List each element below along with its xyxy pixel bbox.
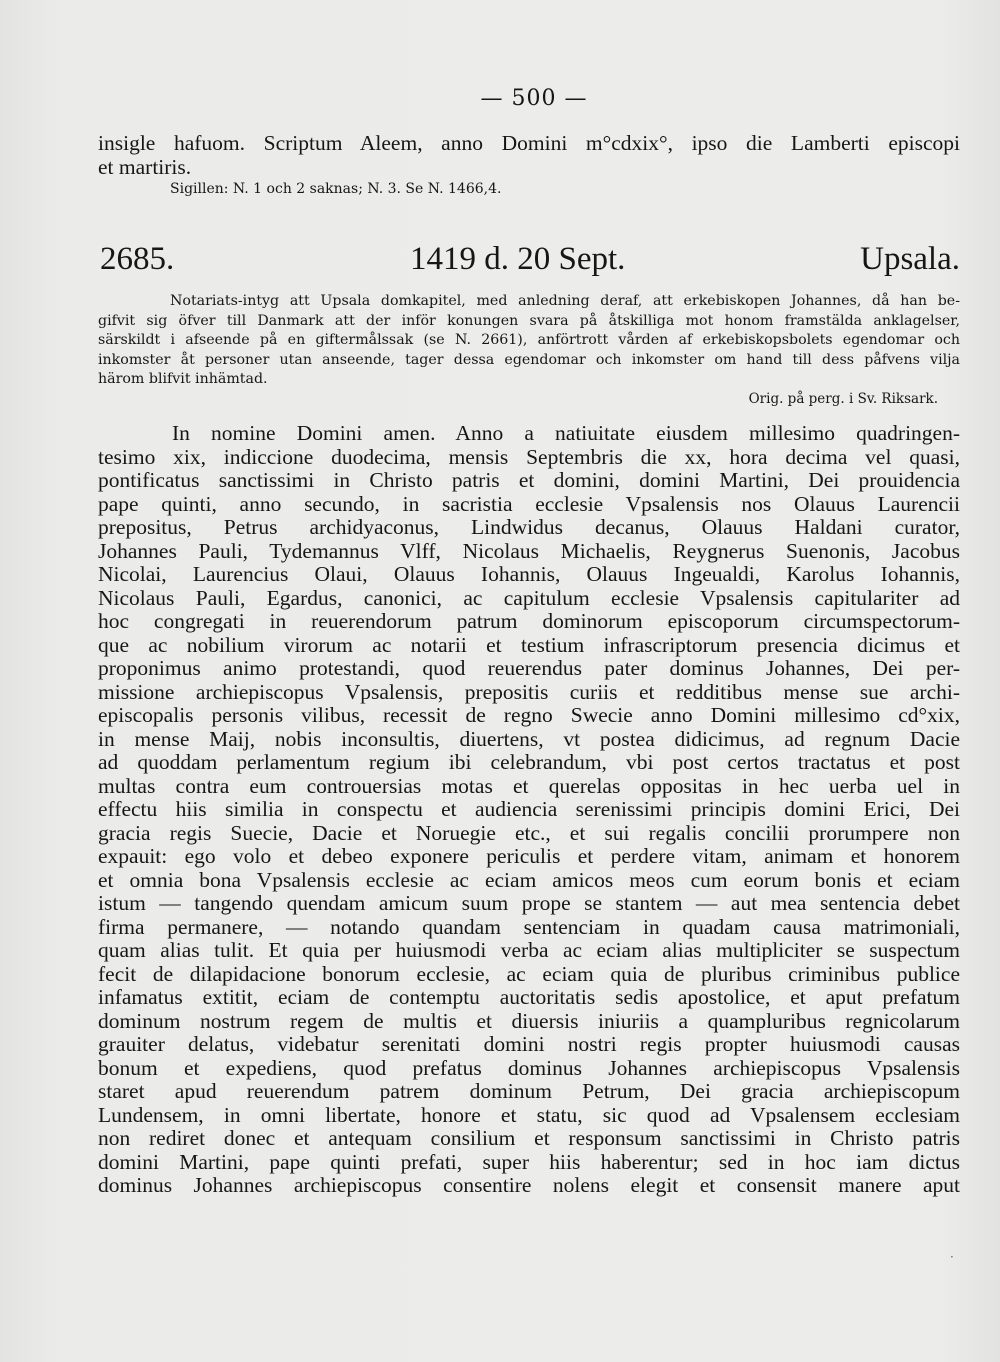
intro-paragraph: [98, 132, 960, 199]
text-line: et omnia bona Vpsalensis ecclesie ac eciam amicos meos cum eorum bonis et eciam: [98, 867, 960, 892]
text-line: missione archiepiscopus Vpsalensis, prepositis curiis et redditibus mense sue archi-: [98, 679, 960, 704]
text-line: staret apud reuerendum patrem dominum Petrum, Dei gracia archiepiscopum: [98, 1079, 960, 1103]
text-line: effectu hiis similia in conspectu et audiencia serenissimi principis domini Erici, Dei: [98, 797, 960, 821]
text-line: Nicolaus Pauli, Egardus, canonici, ac capitulum ecclesie Vpsalensis capitulariter ad: [98, 585, 960, 610]
text-line: ad quoddam perlamentum regium ibi celebrandum, vbi post certos tractatus et post: [98, 750, 960, 774]
text-line: quam alias tulit. Et quia per huiusmodi verba ac eciam alias multipliciter se suspectum: [98, 938, 960, 962]
text-line: non rediret donec et antequam consilium et responsum sanctissimi in Christo patris: [98, 1126, 960, 1150]
text-line: grauiter delatus, videbatur serenitati domini nostri regis propter huiusmodi causas: [98, 1032, 960, 1056]
text-line: Johannes Pauli, Tydemannus Vlff, Nicolaus Michaelis, Reygnerus Suenonis, Jacobus: [98, 538, 960, 563]
text-line: firma permanere, — notando quandam sentenciam in quadam causa matrimoniali,: [98, 914, 960, 939]
text-line: multas contra eum controuersias motas et querelas oppositas in hec uerba uel in: [98, 773, 960, 798]
text-line: expauit: ego volo et debeo exponere periculis et perdere vitam, animam et honorem: [98, 844, 960, 868]
text-line: prepositus, Petrus archidyaconus, Lindwidus decanus, Olauus Haldani curator,: [98, 515, 960, 539]
text-line: bonum et expediens, quod prefatus dominus Johannes archiepiscopus Vpsalensis: [98, 1055, 960, 1080]
text-line: infamatus extitit, eciam de contemptu auctoritatis sedis apostolice, et aput prefatum: [98, 985, 960, 1009]
text-line: gracia regis Suecie, Dacie et Noruegie etc., et sui regalis concilii prorumpere non: [98, 820, 960, 845]
intro-line: et martiris.: [98, 154, 192, 179]
intro-line: insigle hafuom. Scriptum Aleem, anno Domini m°cdxix°, ipso die Lamberti episcopi: [98, 131, 960, 155]
seal-note: Sigillen: N. 1 och 2 saknas; N. 3. Se N. 1466,4.: [170, 181, 502, 197]
text-line: hoc congregati in reuerendorum patrum dominorum episcoporum circumspectorum-: [98, 609, 960, 633]
text-line: tesimo xix, indiccione duodecima, mensis Septembris die xx, hora decima vel quasi,: [98, 444, 960, 469]
text-line: dominus Johannes archiepiscopus consentire nolens elegit et consensit manere aput: [98, 1173, 960, 1197]
text-line: In nomine Domini amen. Anno a natiuitate eiusdem millesimo quadringen-: [172, 421, 960, 445]
text-line: dominum nostrum regem de multis et diuersis iniuriis a quampluribus regnicolarum: [98, 1008, 960, 1033]
text-line: pape quinti, anno secundo, in sacristia ecclesie Vpsalensis nos Olauus Laurencii: [98, 491, 960, 516]
ink-speck: ·: [950, 1250, 954, 1264]
summary-paragraph: [98, 292, 960, 390]
document-place: Upsala.: [860, 241, 960, 277]
document-date: 1419 d. 20 Sept.: [410, 241, 626, 277]
summary-line: gifvit sig öfver till Danmark att der inför konungen svara på åtskilliga mot honom framstälda anklagelser,: [98, 312, 960, 329]
summary-line: härom blifvit inhämtad.: [98, 371, 268, 387]
document-number: 2685.: [100, 241, 175, 277]
text-line: domini Martini, pape quinti prefati, super hiis haberentur; sed in hoc iam dictus: [98, 1149, 960, 1174]
text-line: in mense Maij, nobis inconsultis, diuertens, vt postea didicimus, ad regnum Dacie: [98, 726, 960, 751]
page-number: — 500 —: [480, 86, 588, 111]
text-line: istum — tangendo quendam amicum suum prope se stantem — aut mea sentencia debet: [98, 891, 960, 915]
text-line: Lundensem, in omni libertate, honore et statu, sic quod ad Vpsalensem ecclesiam: [98, 1102, 960, 1127]
text-line: que ac nobilium virorum ac notarii et testium infrascriptorum presencia dicimus et: [98, 632, 960, 657]
text-line: episcopalis personis vilibus, recessit de regno Swecie anno Domini millesimo cd°xix,: [98, 703, 960, 727]
summary-line: inkomster åt personer utan anseende, tager dessa egendomar och inkomster om hand till dess påfvens vilja: [98, 351, 960, 368]
text-line: proponimus animo protestandi, quod reuerendus pater dominus Johannes, Dei per-: [98, 656, 960, 680]
document-heading: [98, 237, 960, 281]
charter-text: [98, 422, 960, 1198]
text-line: fecit de dilapidacione bonorum ecclesie, ac eciam quia de pluribus criminibus publice: [98, 961, 960, 986]
summary-line: Notariats-intyg att Upsala domkapitel, med anledning deraf, att erkebiskopen Johannes, då han be-: [170, 293, 960, 309]
text-line: Nicolai, Laurencius Olaui, Olauus Iohannis, Olauus Ingeualdi, Karolus Iohannis,: [98, 562, 960, 586]
source-note: Orig. på perg. i Sv. Riksark.: [748, 391, 938, 407]
summary-line: särskildt i afseende på en giftermålssak (se N. 2661), anförtrott vården af erkebiskopsbolets egendomar och: [98, 332, 960, 348]
text-line: pontificatus sanctissimi in Christo patris et domini, domini Martini, Dei prouidencia: [98, 468, 960, 492]
